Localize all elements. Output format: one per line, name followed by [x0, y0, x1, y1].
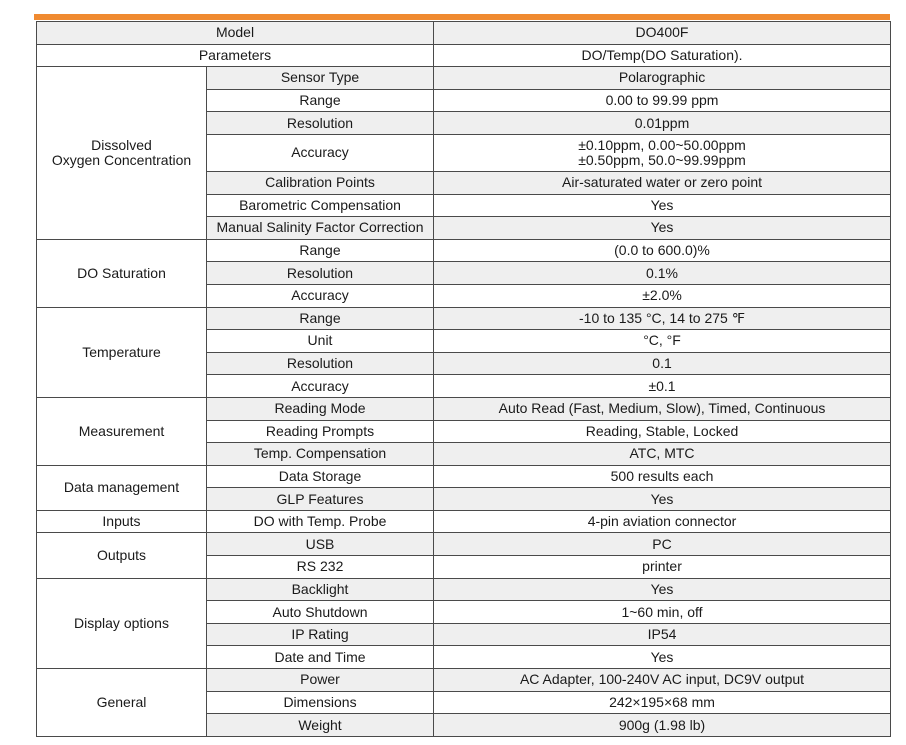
row-label: Date and Time	[207, 646, 434, 669]
row-value-line: °C, °F	[643, 332, 681, 349]
row-label: USB	[207, 533, 434, 556]
row-value-line: 0.01ppm	[634, 114, 690, 131]
row-value	[434, 714, 891, 737]
row-value-line: ±0.10ppm, 0.00~50.00ppm	[578, 136, 746, 153]
row-label: Reading Mode	[207, 397, 434, 420]
row-label: Range	[207, 239, 434, 262]
row-label: Weight	[207, 714, 434, 737]
row-value-line: 242×195×68 mm	[609, 693, 715, 710]
row-label: Reading Prompts	[207, 420, 434, 443]
row-label: GLP Features	[207, 488, 434, 511]
row-value-line: Air-saturated water or zero point	[562, 174, 762, 191]
header-row	[37, 44, 891, 67]
row-value	[434, 194, 891, 217]
row-value-line: 900g (1.98 lb)	[618, 716, 706, 733]
row-label: IP Rating	[207, 623, 434, 646]
header-label: Model	[37, 22, 434, 45]
row-value	[434, 465, 891, 488]
row-value	[434, 330, 891, 353]
spec-table-body	[37, 22, 891, 737]
row-value-line: Yes	[650, 648, 674, 665]
row-label: Data Storage	[207, 465, 434, 488]
row-value-line: 4-pin aviation connector	[587, 513, 737, 530]
row-label: Resolution	[207, 352, 434, 375]
row-value-line: AC Adapter, 100-240V AC input, DC9V output	[519, 671, 805, 688]
row-value	[434, 112, 891, 135]
row-value	[434, 488, 891, 511]
accent-bar	[34, 14, 890, 20]
row-label: Power	[207, 669, 434, 692]
row-value-line: (0.0 to 600.0)%	[614, 242, 710, 259]
row-value-line: PC	[652, 535, 672, 552]
row-value	[434, 217, 891, 240]
row-value	[434, 601, 891, 624]
row-label: Manual Salinity Factor Correction	[207, 217, 434, 240]
table-row	[37, 669, 891, 692]
row-value	[434, 443, 891, 466]
table-row	[37, 307, 891, 330]
row-value-line: 500 results each	[610, 467, 714, 484]
row-value	[434, 646, 891, 669]
row-value-line: 0.00 to 99.99 ppm	[605, 92, 719, 109]
row-label: Accuracy	[207, 134, 434, 171]
header-value: DO400F	[434, 22, 891, 45]
row-value-line: ±0.1	[648, 377, 676, 394]
table-row	[37, 67, 891, 90]
row-label: Range	[207, 307, 434, 330]
group-label: Display options	[37, 578, 207, 668]
group-label: Temperature	[37, 307, 207, 397]
row-value	[434, 67, 891, 90]
group-label: Measurement	[37, 397, 207, 465]
row-value-line: Yes	[650, 580, 674, 597]
header-row	[37, 22, 891, 45]
row-value-line: Yes	[650, 490, 674, 507]
row-value	[434, 239, 891, 262]
row-value	[434, 623, 891, 646]
row-label: Auto Shutdown	[207, 601, 434, 624]
row-value-line: -10 to 135 °C, 14 to 275 ℉	[579, 309, 746, 326]
group-label: Inputs	[37, 510, 207, 533]
row-label: Calibration Points	[207, 171, 434, 194]
row-value	[434, 691, 891, 714]
header-value: DO/Temp(DO Saturation).	[434, 44, 891, 67]
group-label: General	[37, 669, 207, 737]
row-label: Accuracy	[207, 375, 434, 398]
row-value	[434, 556, 891, 579]
row-label: Accuracy	[207, 284, 434, 307]
row-value	[434, 262, 891, 285]
row-label: Temp. Compensation	[207, 443, 434, 466]
row-value	[434, 510, 891, 533]
row-value-line: ±0.50ppm, 50.0~99.99ppm	[578, 151, 746, 168]
row-value	[434, 352, 891, 375]
row-value-line: 1~60 min, off	[621, 603, 703, 620]
row-label: Sensor Type	[207, 67, 434, 90]
row-value-line: Yes	[650, 196, 674, 213]
table-row	[37, 533, 891, 556]
row-value	[434, 533, 891, 556]
row-label: Resolution	[207, 112, 434, 135]
row-value-line: Yes	[650, 219, 674, 236]
row-label: Unit	[207, 330, 434, 353]
row-label: Barometric Compensation	[207, 194, 434, 217]
group-label: DO Saturation	[37, 239, 207, 307]
row-value-line: 0.1%	[646, 264, 678, 281]
table-row	[37, 465, 891, 488]
header-label: Parameters	[37, 44, 434, 67]
row-value	[434, 669, 891, 692]
table-row	[37, 578, 891, 601]
table-row	[37, 510, 891, 533]
row-value	[434, 284, 891, 307]
row-value	[434, 420, 891, 443]
table-row	[37, 239, 891, 262]
row-value-line: ATC, MTC	[629, 445, 695, 462]
spec-table	[36, 21, 891, 737]
row-value	[434, 397, 891, 420]
row-label: Dimensions	[207, 691, 434, 714]
row-value-line: 0.1	[652, 355, 672, 372]
row-value-line: Auto Read (Fast, Medium, Slow), Timed, Continuous	[498, 400, 826, 417]
row-value-line: printer	[642, 558, 682, 575]
row-label: RS 232	[207, 556, 434, 579]
row-value	[434, 134, 891, 171]
row-label: Backlight	[207, 578, 434, 601]
row-value-line: ±2.0%	[642, 287, 682, 304]
group-label: Dissolved Oxygen Concentration	[37, 67, 207, 240]
row-label: DO with Temp. Probe	[207, 510, 434, 533]
table-row	[37, 397, 891, 420]
group-label: Outputs	[37, 533, 207, 578]
row-value	[434, 375, 891, 398]
row-label: Resolution	[207, 262, 434, 285]
row-value	[434, 307, 891, 330]
row-value	[434, 578, 891, 601]
row-value-line: IP54	[647, 626, 677, 643]
row-value	[434, 171, 891, 194]
row-label: Range	[207, 89, 434, 112]
row-value-line: Reading, Stable, Locked	[585, 422, 739, 439]
row-value-line: Polarographic	[618, 69, 706, 86]
row-value	[434, 89, 891, 112]
group-label: Data management	[37, 465, 207, 510]
